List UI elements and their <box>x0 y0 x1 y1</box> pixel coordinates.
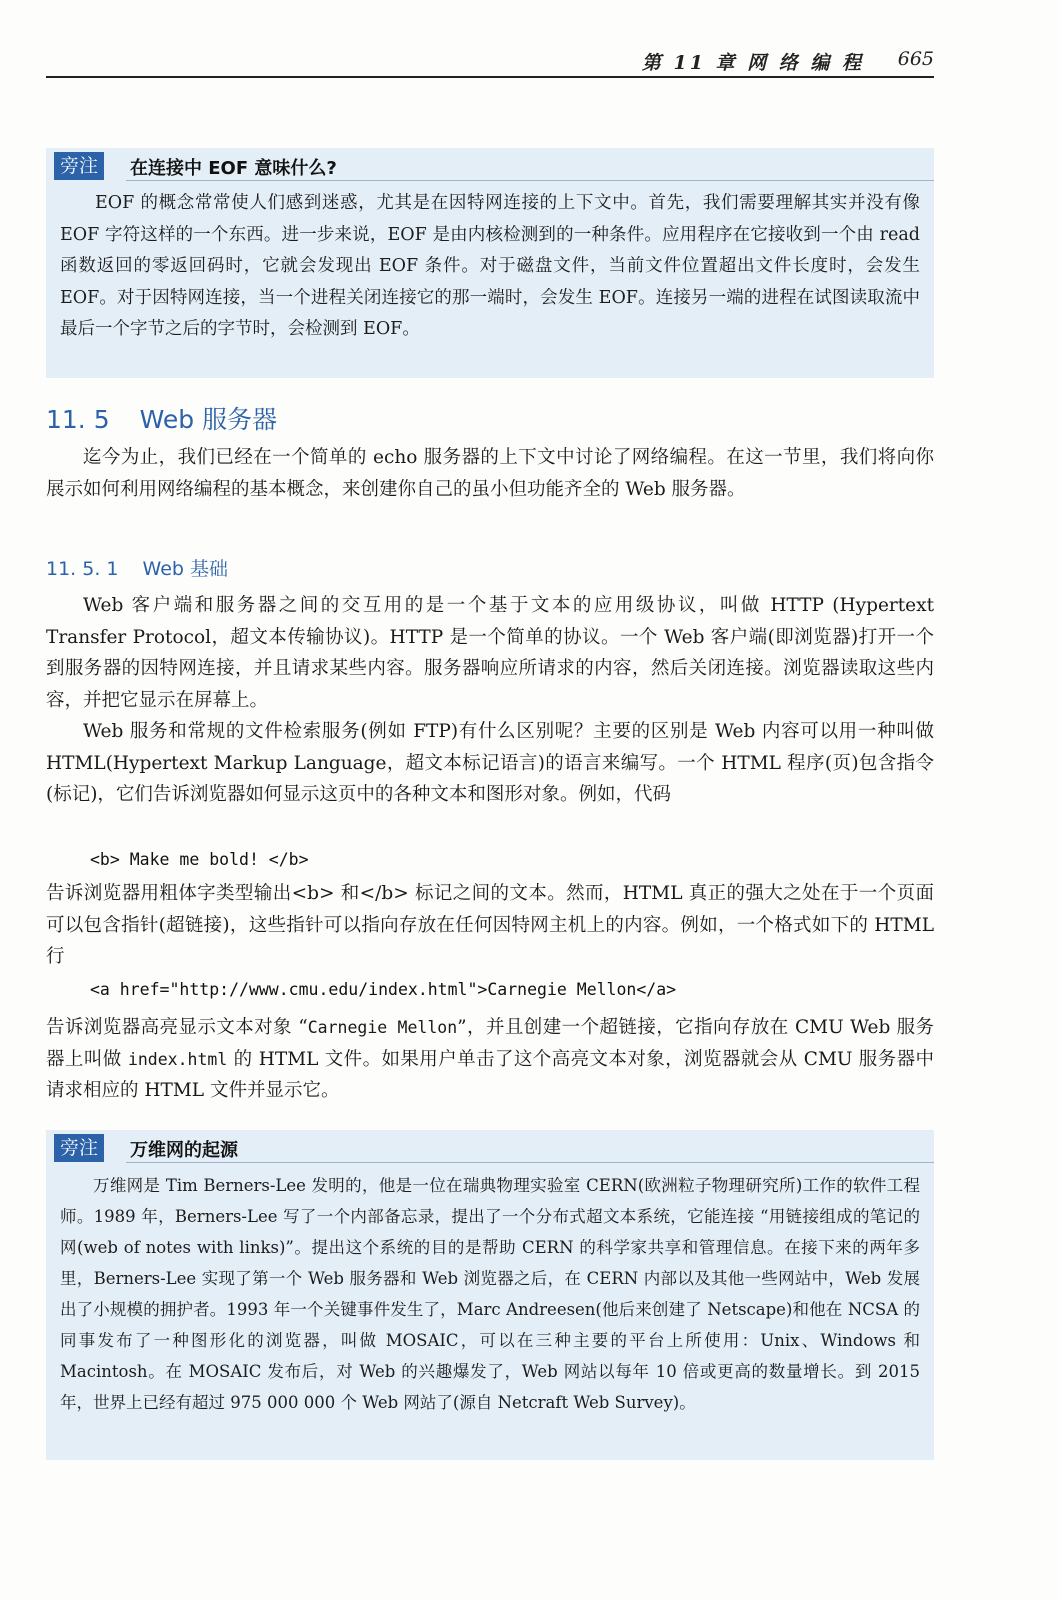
section-heading <box>46 400 277 436</box>
subsection-number: 11. 5. 1 <box>46 558 119 580</box>
sidebar-header <box>46 1130 934 1164</box>
sidebar-tag: 旁注 <box>54 1134 104 1162</box>
paragraph-link-explanation <box>46 1012 934 1107</box>
sidebar-tag: 旁注 <box>54 152 104 180</box>
sidebar-title: 在连接中 EOF 意味什么? <box>130 158 337 179</box>
paragraph-html: Web 服务和常规的文件检索服务(例如 FTP)有什么区别呢？主要的区别是 Web 内容可以用一种叫做 HTML(Hypertext Markup Language，超文本标记语言)的语言来编写。一个 HTML 程序(页)包含指令(标记)，它们告诉浏览器如何显示这页中的各种文本和图形对象。例如，代码 <box>46 721 934 805</box>
sidebar-divider <box>126 180 934 181</box>
text-run: ”，并且创建一个超链接，它指向存放在 CMU Web 服务器上叫做 <box>46 1017 935 1070</box>
sidebar-header <box>46 148 934 182</box>
inline-code: Carnegie Mellon <box>307 1018 458 1037</box>
text-run: 告诉浏览器高亮显示文本对象 “ <box>46 1017 308 1038</box>
paragraph-hyperlinks: 告诉浏览器用粗体字类型输出<b> 和</b> 标记之间的文本。然而，HTML 真正的强大之处在于一个页面可以包含指针(超链接)，这些指针可以指向存放在任何因特网主机上的内容。例如，一个格式如下的 HTML 行 <box>46 883 934 967</box>
section-number: 11. 5 <box>46 405 110 434</box>
page-number: 665 <box>897 48 934 70</box>
sidebar-title: 万维网的起源 <box>130 1140 238 1161</box>
sidebar-body: EOF 的概念常常使人们感到迷惑，尤其是在因特网连接的上下文中。首先，我们需要理解其实并没有像 EOF 字符这样的一个东西。进一步来说，EOF 是由内核检测到的一种条件。应用程序在它接收到一个由 read 函数返回的零返回码时，它就会发现出 EOF 条件。对于磁盘文件，当前文件位置超出文件长度时，会发生 EOF。对于因特网连接，当一个进程关闭连接它的那一端时，会发生 EOF。连接另一端的进程在试图读取流中最后一个字节之后的字节时，会检测到 EOF。 <box>60 193 920 339</box>
subsection-title: Web 基础 <box>142 558 228 580</box>
sidebar-body: 万维网是 Tim Berners-Lee 发明的，他是一位在瑞典物理实验室 CERN(欧洲粒子物理研究所)工作的软件工程师。1989 年，Berners-Lee 写了一个内部备忘录，提出了一个分布式超文本系统，它能连接 “用链接组成的笔记的网(web of notes with links)”。提出这个系统的目的是帮助 CERN 的科学家共享和管理信息。在接下来的两年多里，Berners-Lee 实现了第一个 Web 服务器和 Web 浏览器之后，在 CERN 内部以及其他一些网站中，Web 发展出了小规模的拥护者。1993 年一个关键事件发生了，Marc Andreesen(他后来创建了 Netscape)和他在 NCSA 的同事发布了一种图形化的浏览器，叫做 MOSAIC，可以在三种主要的平台上所使用：Unix、Windows 和 Macintosh。在 MOSAIC 发布后，对 Web 的兴趣爆发了，Web 网站以每年 10 倍或更高的数量增长。到 2015 年，世界上已经有超过 975 000 000 个 Web 网站了(源自 Netcraft Web Survey)。 <box>60 1176 920 1412</box>
chapter-title: 第 11 章 网 络 编 程 <box>641 52 864 74</box>
section-intro: 迄今为止，我们已经在一个简单的 echo 服务器的上下文中讨论了网络编程。在这一节里，我们将向你展示如何利用网络编程的基本概念，来创建你自己的虽小但功能齐全的 Web 服务器。 <box>46 447 934 500</box>
section-title: Web 服务器 <box>139 405 278 434</box>
code-anchor-example: <a href="http://www.cmu.edu/index.html">Carnegie Mellon</a> <box>90 980 677 999</box>
subsection-heading <box>46 554 228 581</box>
sidebar-web-origin <box>46 1130 934 1460</box>
paragraph-http: Web 客户端和服务器之间的交互用的是一个基于文本的应用级协议，叫做 HTTP (Hypertext Transfer Protocol，超文本传输协议)。HTTP 是一个简单的协议。一个 Web 客户端(即浏览器)打开一个到服务器的因特网连接，并且请求某些内容。服务器响应所请求的内容，然后关闭连接。浏览器读取这些内容，并把它显示在屏幕上。 <box>46 595 934 711</box>
inline-code: index.html <box>127 1049 228 1069</box>
page-header <box>46 44 934 78</box>
sidebar-divider <box>126 1162 934 1163</box>
code-bold-example: <b> Make me bold! </b> <box>90 850 309 869</box>
sidebar-eof <box>46 148 934 378</box>
text-run: 的 HTML 文件。如果用户单击了这个高亮文本对象，浏览器就会从 CMU 服务器中请求相应的 HTML 文件并显示它。 <box>46 1048 934 1101</box>
